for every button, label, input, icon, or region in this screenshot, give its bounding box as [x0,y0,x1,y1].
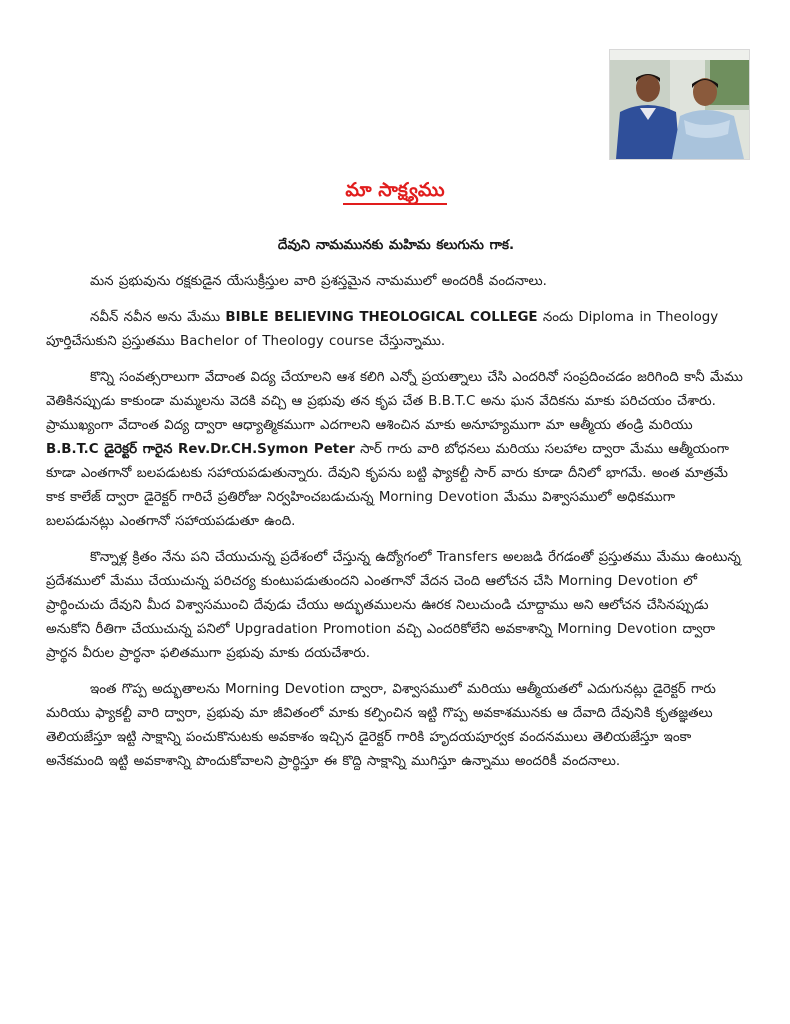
paragraph-2-intro: నవీన్ నవీన అను మేము [90,310,226,325]
greeting: దేవుని నామమునకు మహిమ కలుగును గాక. [277,238,515,253]
couple-photo [609,49,750,160]
paragraph-3-rest: సార్ గారు వారి బోధనలు మరియు సలహాల ద్వారా మేము ఆత్మీయంగా కూడా ఎంతగానో బలపడుటకు సహాయపడుతున్నారు. దేవుని కృపను బట్టి ఫ్యాకల్టీ సార్ వారు కూడా దీనిలో భాగమే. అంత మాత్రమే కాక కాలేజ్ ద్వారా డైరెక్టర్ గారిచే ప్రతిరోజు నిర్వహించబడుచున్న Morning Devotion మేము విశ్వాసములో అధికముగా బలపడునట్లు ఎంతగానో సహాయపడుతూ ఉంది. [46,442,729,529]
paragraph-2 [46,306,746,354]
college-name: BIBLE BELIEVING THEOLOGICAL COLLEGE [225,310,538,325]
paragraph-4: కొన్నాళ్ల క్రితం నేను పని చేయుచున్న ప్రదేశంలో చేస్తున్న ఉద్యోగంలో Transfers అలజడి రేగడంతో ప్రస్తుతము మేము ఉంటున్న ప్రదేశములో మేము చేయుచున్న పరిచర్య కుంటుపడుతుందని ఎంతగానో వేదన చెంది ఆలోచన చేసి Morning Devotion లో ప్రార్థించుచు దేవుని మీద విశ్వాసముంచి దేవుడు చేయు అద్భుతములను ఊరక నిలుచుండి చూద్దాము అని ఆలోచన చేసినప్పుడు అనుకోని రీతిగా చేయుచున్న పనిలో Upgradation Promotion వచ్చి ఎందరికోలేని అవకాశాన్ని Morning Devotion ద్వారా ప్రార్థన వీరుల ప్రార్థనా ఫలితముగా ప్రభువు మాకు దయచేశారు. [46,550,741,661]
paragraph-3 [46,366,746,534]
paragraph-2-rest: నందు Diploma in Theology పూర్తిచేసుకుని ప్రస్తుతము Bachelor of Theology course చేస్తున్నాము. [46,310,719,349]
document-title [0,178,790,202]
document-body [46,228,746,786]
director-name: B.B.T.C డైరెక్టర్ గారైన Rev.Dr.CH.Symon Peter [46,442,355,457]
paragraph-3-intro: కొన్ని సంవత్సరాలుగా వేదాంత విద్య చేయాలని ఆశ కలిగి ఎన్నో ప్రయత్నాలు చేసి ఎందరినో సంప్రదించడం జరిగింది కానీ మేము వెతికినప్పుడు కాకుండా మమ్మలను వెదకి వచ్చి ఆ ప్రభువు తన కృప చేత B.B.T.C అను ఘన వేదికను మాకు పరిచయం చేశారు. ప్రాముఖ్యంగా వేదాంత విద్య ద్వారా ఆధ్యాత్మికముగా ఎదగాలని ఆశించిన మాకు అనూహ్యముగా మా ఆత్మీయ తండ్రి మరియు [46,370,743,433]
document-title-text: మా సాక్ష్యము [343,179,446,205]
paragraph-5: ఇంత గొప్ప అద్భుతాలను Morning Devotion ద్వారా, విశ్వాసములో మరియు ఆత్మీయతలో ఎదుగునట్లు డైరెక్టర్ గారు మరియు ఫ్యాకల్టీ వారి ద్వారా, ప్రభువు మా జీవితంలో మాకు కల్పించిన ఇట్టి గొప్ప అవకాశమునకు ఆ దేవాది దేవునికి కృతజ్ఞతలు తెలియజేస్తూ ఇట్టి సాక్షాన్ని పంచుకొనుటకు అవకాశం ఇచ్చిన డైరెక్టర్ గారికి హృదయపూర్వక వందనములు తెలియజేస్తూ ఇంకా అనేకమంది ఇట్టి అవకాశాన్ని పొందుకోవాలని ప్రార్థిస్తూ ఈ కొద్ది సాక్షాన్ని ముగిస్తూ ఉన్నాము అందరికీ వందనాలు. [46,682,716,769]
paragraph-1: మన ప్రభువును రక్షకుడైన యేసుక్రీస్తుల వారి ప్రశస్తమైన నామములో అందరికీ వందనాలు. [90,274,547,289]
